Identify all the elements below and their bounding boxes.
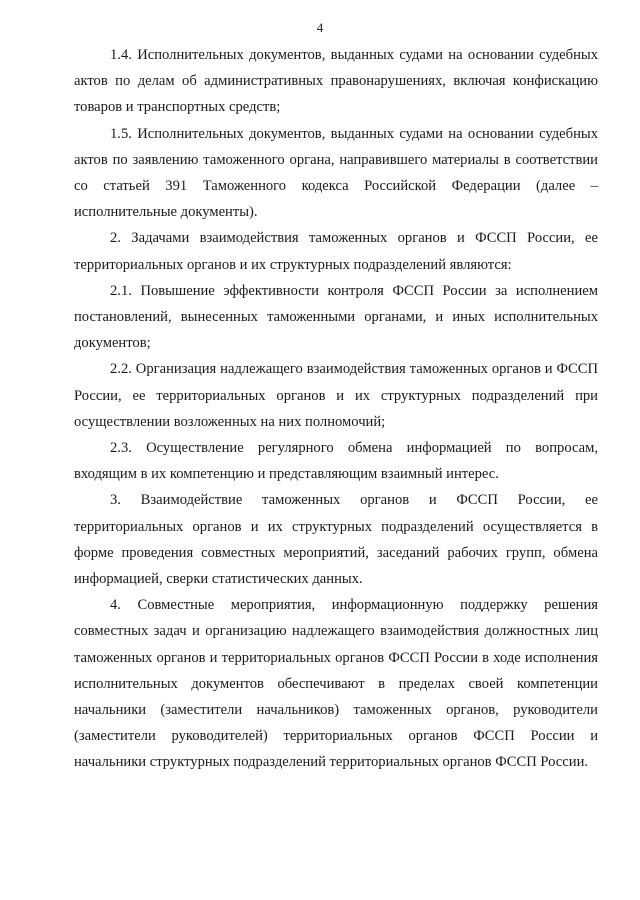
paragraph-1-5: 1.5. Исполнительных документов, выданных судами на основании судебных актов по заявлению таможенного органа, направившего материалы в соответствии со статьей 391 Таможенного кодекса Российской Федерации (далее – исполнительные документы). (74, 125, 598, 221)
document-body (74, 42, 598, 776)
paragraph-2: 2. Задачами взаимодействия таможенных органов и ФССП России, ее территориальных органов и их структурных подразделений являются: (74, 230, 598, 273)
paragraph-4: 4. Совместные мероприятия, информационную поддержку решения совместных задач и организацию надлежащего взаимодействия должностных лиц таможенных органов и территориальных органов ФССП России в ходе исполнения исполнительных документов обеспечивают в пределах своей компетенции начальники (заместители начальников) таможенных органов, руководители (заместители руководителей) территориальных органов ФССП России и начальники структурных подразделений территориальных органов ФССП России. (74, 597, 598, 771)
paragraph-2-2: 2.2. Организация надлежащего взаимодействия таможенных органов и ФССП России, ее территориальных органов и их структурных подразделений при осуществлении возложенных на них полномочий; (74, 361, 598, 430)
paragraph-2-1: 2.1. Повышение эффективности контроля ФССП России за исполнением постановлений, вынесенных таможенными органами, и иных исполнительных документов; (74, 282, 598, 352)
paragraph-1-4: 1.4. Исполнительных документов, выданных судами на основании судебных актов по делам об административных правонарушениях, включая конфискацию товаров и транспортных средств; (74, 47, 598, 116)
page-number: 4 (316, 20, 324, 35)
paragraph-3: 3. Взаимодействие таможенных органов и ФССП России, ее территориальных органов и их структурных подразделений осуществляется в форме проведения совместных мероприятий, заседаний рабочих групп, обмена информацией, сверки статистических данных. (74, 492, 598, 588)
paragraph-2-3: 2.3. Осуществление регулярного обмена информацией по вопросам, входящим в их компетенцию и представляющим взаимный интерес. (74, 440, 598, 483)
